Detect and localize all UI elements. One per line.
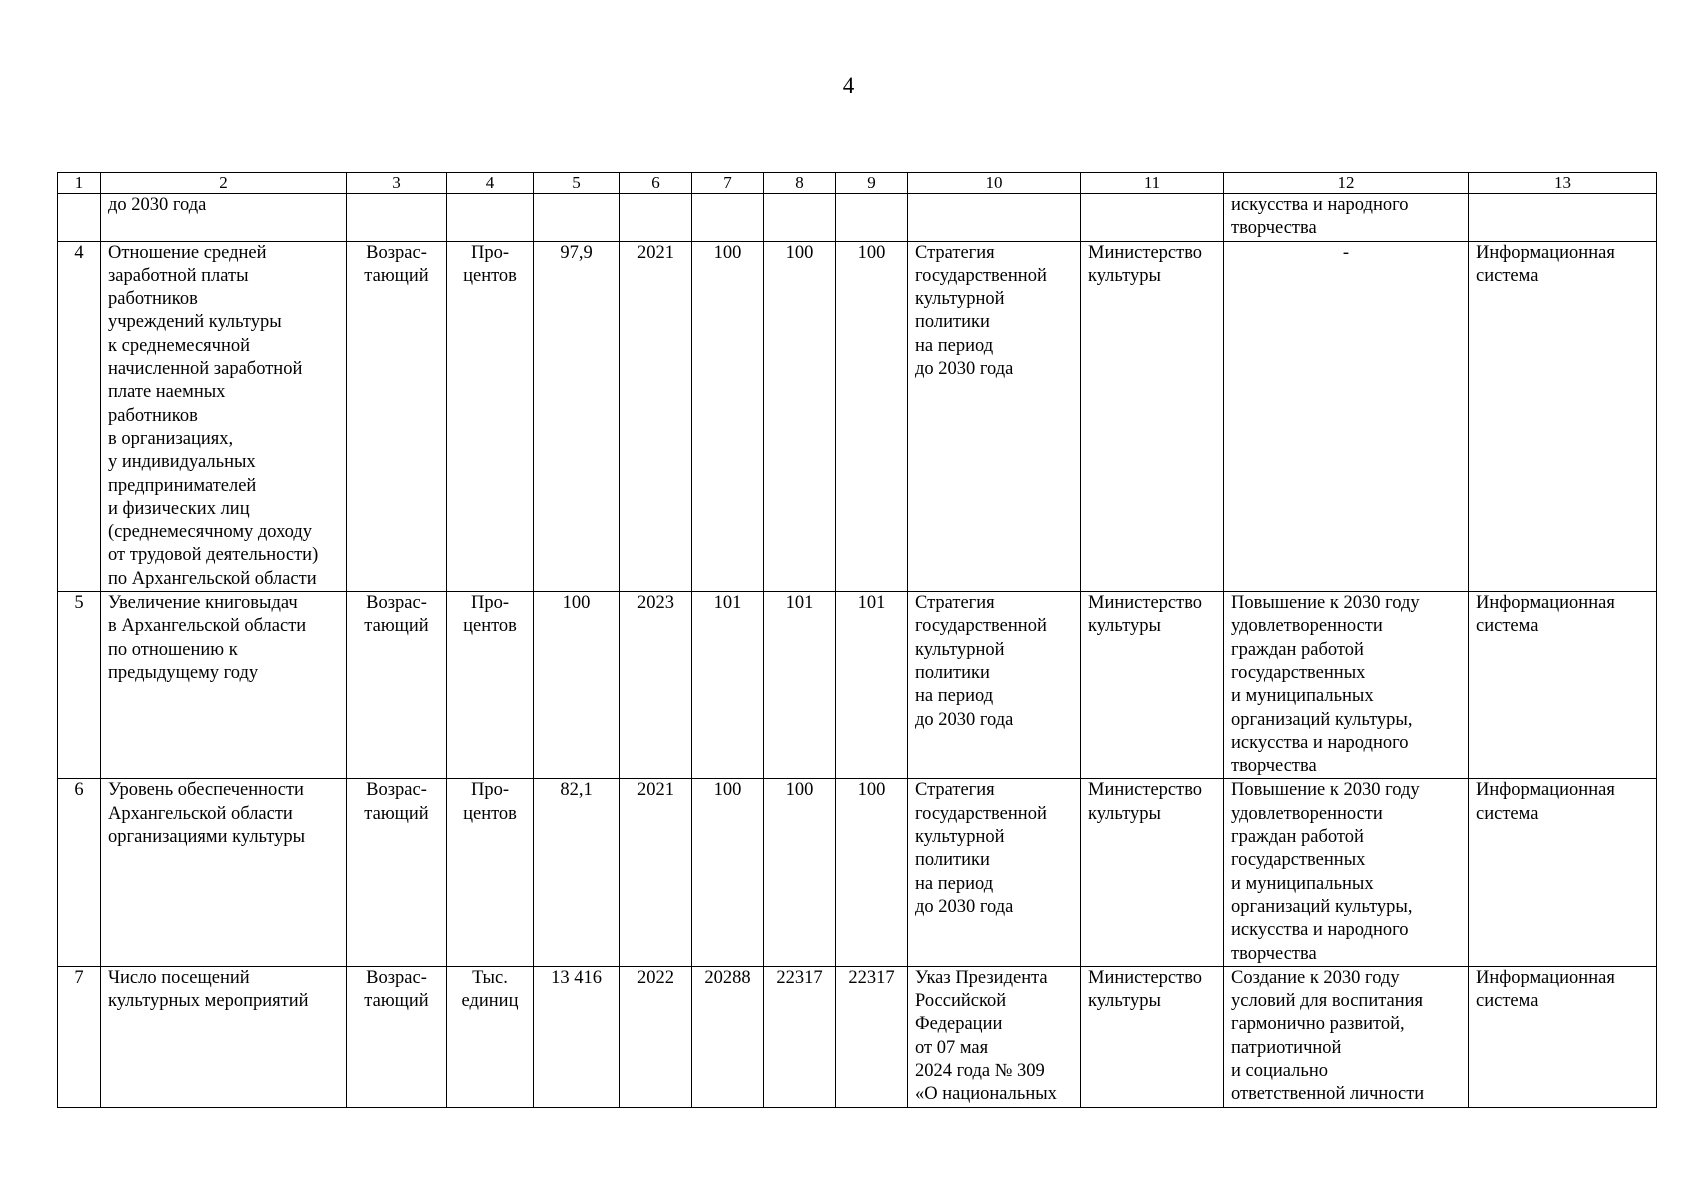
- cell-base-value: [534, 194, 620, 242]
- cell-indicator-name: Число посещений культурных мероприятий: [101, 966, 347, 1107]
- cell-responsible: Министерство культуры: [1081, 966, 1224, 1107]
- cell-number: 5: [58, 592, 101, 779]
- cell-value-col9: 100: [836, 779, 908, 966]
- cell-info-system: [1469, 194, 1657, 242]
- cell-value-col7: 100: [692, 241, 764, 591]
- cell-info-system: Информационная система: [1469, 241, 1657, 591]
- cell-responsible: Министерство культуры: [1081, 241, 1224, 591]
- cell-unit: Тыс. единиц: [447, 966, 534, 1107]
- column-header: 4: [447, 173, 534, 194]
- cell-responsible: Министерство культуры: [1081, 592, 1224, 779]
- cell-trend: [347, 194, 447, 242]
- cell-value-col9: 101: [836, 592, 908, 779]
- cell-value-col8: 100: [764, 779, 836, 966]
- cell-trend: Возрас- тающий: [347, 966, 447, 1107]
- cell-value-col7: [692, 194, 764, 242]
- cell-value-col9: [836, 194, 908, 242]
- cell-base-year: 2022: [620, 966, 692, 1107]
- table-row: [58, 592, 1657, 779]
- cell-indicator-name: до 2030 года: [101, 194, 347, 242]
- cell-number: 4: [58, 241, 101, 591]
- cell-trend: Возрас- тающий: [347, 779, 447, 966]
- cell-document: Стратегия государственной культурной политики на период до 2030 года: [908, 241, 1081, 591]
- column-header: 9: [836, 173, 908, 194]
- cell-value-col9: 100: [836, 241, 908, 591]
- indicators-table: [57, 172, 1657, 1108]
- table-row-continuation: [58, 194, 1657, 242]
- table-row: [58, 779, 1657, 966]
- cell-indicator-name: Отношение средней заработной платы работников учреждений культуры к среднемесячной начисленной заработной плате наемных работников в организациях, у индивидуальных предпринимателей и физических лиц (среднемесячному доходу от трудовой деятельности) по Архангельской области: [101, 241, 347, 591]
- cell-base-year: 2021: [620, 779, 692, 966]
- cell-responsible: Министерство культуры: [1081, 779, 1224, 966]
- cell-unit: Про- центов: [447, 592, 534, 779]
- cell-base-value: 82,1: [534, 779, 620, 966]
- cell-value-col9: 22317: [836, 966, 908, 1107]
- table-row: [58, 966, 1657, 1107]
- cell-goal: Создание к 2030 году условий для воспитания гармонично развитой, патриотичной и социально ответственной личности: [1224, 966, 1469, 1107]
- cell-trend: Возрас- тающий: [347, 592, 447, 779]
- cell-base-value: 100: [534, 592, 620, 779]
- cell-document: [908, 194, 1081, 242]
- cell-base-year: [620, 194, 692, 242]
- table-row: [58, 241, 1657, 591]
- cell-base-year: 2021: [620, 241, 692, 591]
- cell-number: [58, 194, 101, 242]
- cell-base-value: 97,9: [534, 241, 620, 591]
- cell-value-col7: 101: [692, 592, 764, 779]
- column-header: 13: [1469, 173, 1657, 194]
- cell-value-col8: 100: [764, 241, 836, 591]
- page-number: 4: [842, 73, 855, 98]
- cell-responsible: [1081, 194, 1224, 242]
- cell-value-col8: [764, 194, 836, 242]
- cell-goal: Повышение к 2030 году удовлетворенности граждан работой государственных и муниципальных организаций культуры, искусства и народного творчества: [1224, 592, 1469, 779]
- cell-value-col8: 22317: [764, 966, 836, 1107]
- column-header: 8: [764, 173, 836, 194]
- column-header: 6: [620, 173, 692, 194]
- cell-base-value: 13 416: [534, 966, 620, 1107]
- cell-number: 6: [58, 779, 101, 966]
- cell-document: Стратегия государственной культурной политики на период до 2030 года: [908, 592, 1081, 779]
- cell-info-system: Информационная система: [1469, 966, 1657, 1107]
- cell-trend: Возрас- тающий: [347, 241, 447, 591]
- cell-unit: Про- центов: [447, 779, 534, 966]
- column-header: 3: [347, 173, 447, 194]
- cell-base-year: 2023: [620, 592, 692, 779]
- cell-info-system: Информационная система: [1469, 779, 1657, 966]
- cell-unit: Про- центов: [447, 241, 534, 591]
- cell-unit: [447, 194, 534, 242]
- cell-document: Указ Президента Российской Федерации от 07 мая 2024 года № 309 «О национальных: [908, 966, 1081, 1107]
- cell-goal: искусства и народного творчества: [1224, 194, 1469, 242]
- cell-document: Стратегия государственной культурной политики на период до 2030 года: [908, 779, 1081, 966]
- cell-number: 7: [58, 966, 101, 1107]
- column-header: 7: [692, 173, 764, 194]
- cell-indicator-name: Уровень обеспеченности Архангельской области организациями культуры: [101, 779, 347, 966]
- cell-value-col7: 100: [692, 779, 764, 966]
- cell-info-system: Информационная система: [1469, 592, 1657, 779]
- column-header: 12: [1224, 173, 1469, 194]
- column-header: 1: [58, 173, 101, 194]
- column-header: 10: [908, 173, 1081, 194]
- cell-value-col7: 20288: [692, 966, 764, 1107]
- cell-value-col8: 101: [764, 592, 836, 779]
- cell-indicator-name: Увеличение книговыдач в Архангельской области по отношению к предыдущему году: [101, 592, 347, 779]
- column-header: 11: [1081, 173, 1224, 194]
- column-header: 5: [534, 173, 620, 194]
- column-number-row: [58, 173, 1657, 194]
- cell-goal: -: [1224, 241, 1469, 591]
- column-header: 2: [101, 173, 347, 194]
- cell-goal: Повышение к 2030 году удовлетворенности граждан работой государственных и муниципальных организаций культуры, искусства и народного творчества: [1224, 779, 1469, 966]
